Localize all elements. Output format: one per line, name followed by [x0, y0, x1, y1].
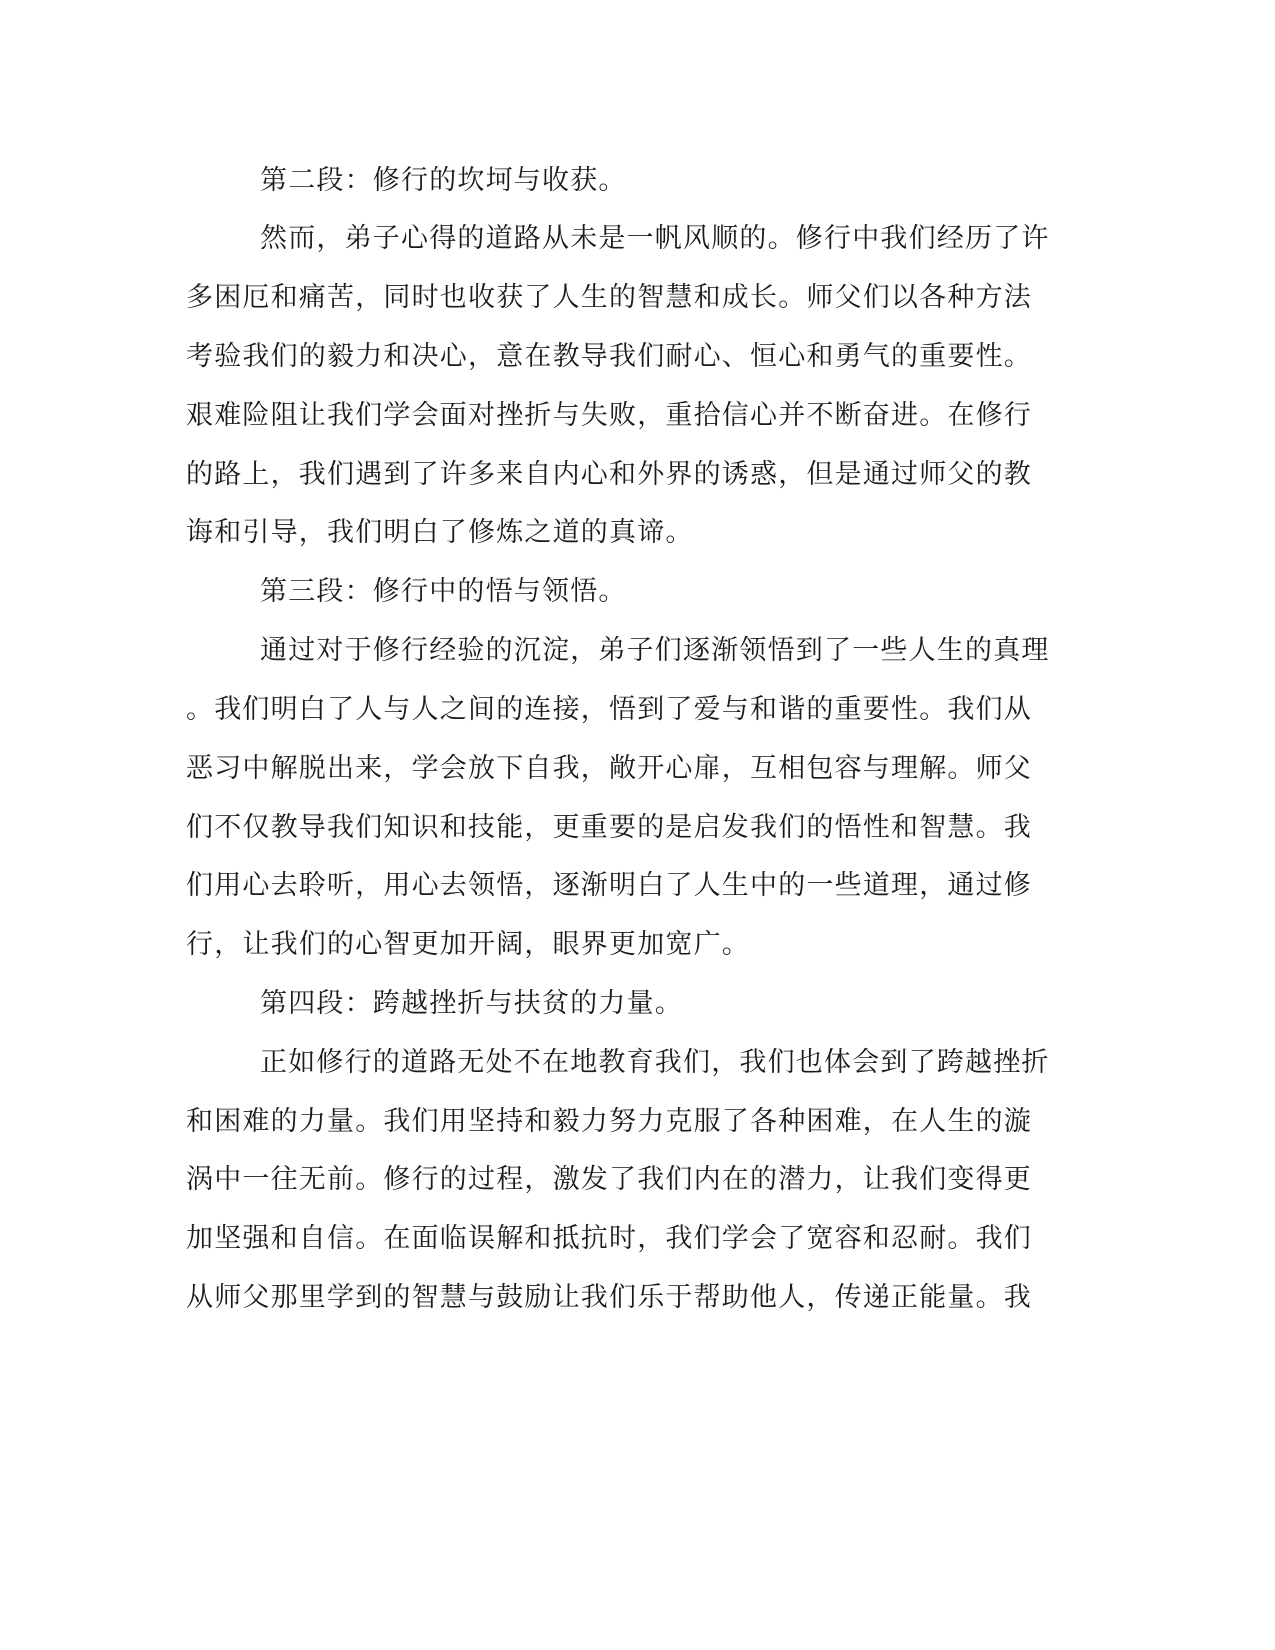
paragraph-line: 恶习中解脱出来，学会放下自我，敞开心扉，互相包容与理解。师父: [186, 753, 1032, 784]
paragraph-line: 艰难险阻让我们学会面对挫折与失败，重拾信心并不断奋进。在修行: [186, 400, 1032, 431]
paragraph-line: 。我们明白了人与人之间的连接，悟到了爱与和谐的重要性。我们从: [186, 694, 1032, 725]
paragraph-line: 通过对于修行经验的沉淀，弟子们逐渐领悟到了一些人生的真理: [260, 635, 1050, 666]
paragraph-line: 多困厄和痛苦，同时也收获了人生的智慧和成长。师父们以各种方法: [186, 282, 1032, 313]
paragraph-line: 行，让我们的心智更加开阔，眼界更加宽广。: [186, 929, 750, 960]
paragraph-line: 加坚强和自信。在面临误解和抵抗时，我们学会了宽容和忍耐。我们: [186, 1223, 1032, 1254]
paragraph-line: 和困难的力量。我们用坚持和毅力努力克服了各种困难，在人生的漩: [186, 1106, 1032, 1137]
section-heading-2: 第二段：修行的坎坷与收获。: [260, 165, 627, 196]
paragraph-line: 涡中一往无前。修行的过程，激发了我们内在的潜力，让我们变得更: [186, 1164, 1032, 1195]
paragraph-line: 们不仅教导我们知识和技能，更重要的是启发我们的悟性和智慧。我: [186, 812, 1032, 843]
paragraph-line: 的路上，我们遇到了许多来自内心和外界的诱惑，但是通过师父的教: [186, 459, 1032, 490]
section-heading-4: 第四段：跨越挫折与扶贫的力量。: [260, 988, 683, 1019]
paragraph-line: 正如修行的道路无处不在地教育我们，我们也体会到了跨越挫折: [260, 1047, 1050, 1078]
paragraph-line: 从师父那里学到的智慧与鼓励让我们乐于帮助他人，传递正能量。我: [186, 1282, 1032, 1313]
paragraph-line: 考验我们的毅力和决心，意在教导我们耐心、恒心和勇气的重要性。: [186, 341, 1032, 372]
section-heading-3: 第三段：修行中的悟与领悟。: [260, 576, 627, 607]
paragraph-line: 们用心去聆听，用心去领悟，逐渐明白了人生中的一些道理，通过修: [186, 870, 1032, 901]
paragraph-line: 然而，弟子心得的道路从未是一帆风顺的。修行中我们经历了许: [260, 223, 1050, 254]
paragraph-line: 诲和引导，我们明白了修炼之道的真谛。: [186, 517, 694, 548]
